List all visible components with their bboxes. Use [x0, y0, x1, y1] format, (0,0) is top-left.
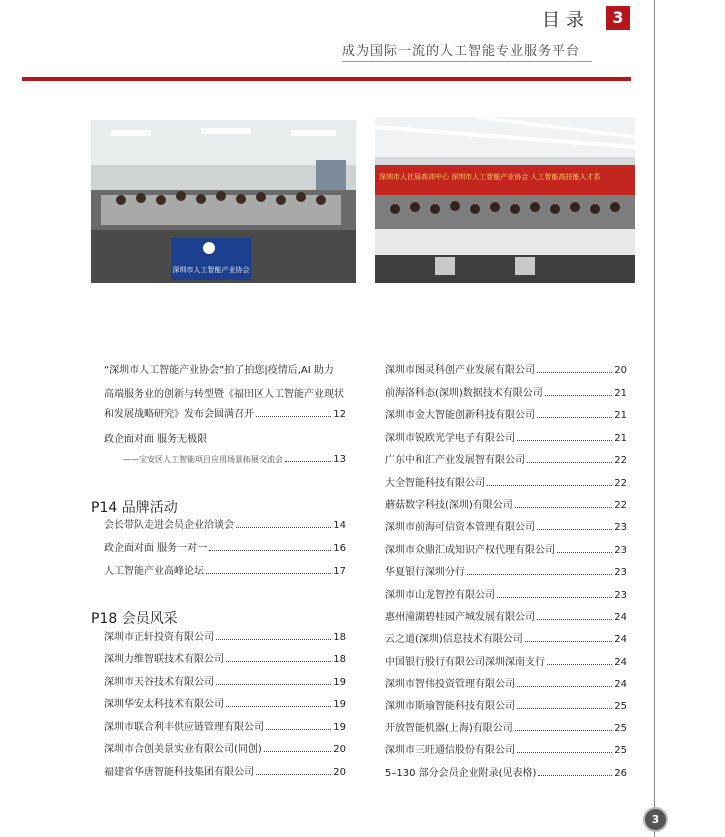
toc-entry-title: 大全智能科技有限公司: [385, 478, 485, 489]
toc-leader: [497, 588, 612, 598]
toc-entry[interactable]: [385, 453, 627, 467]
toc-entry[interactable]: [385, 498, 627, 512]
toc-entry-title: 和发展战略研究》发布会圆满召开: [104, 409, 254, 420]
toc-entry-page: 23: [614, 567, 627, 578]
toc-entry-title: 开放智能机器(上海)有限公司: [385, 723, 513, 734]
toc-entry[interactable]: [385, 363, 627, 377]
toc-entry[interactable]: [104, 675, 346, 689]
toc-leader: [264, 742, 331, 752]
toc-entry-title: 5–130 部分会员企业附录(见表格): [385, 768, 537, 779]
toc-leader: [517, 431, 612, 441]
toc-entry-page: 16: [333, 543, 346, 554]
toc-leader: [216, 675, 331, 685]
toc-entry-title: 中国银行股行有限公司深圳深南支行: [385, 657, 545, 668]
toc-leader: [216, 630, 331, 640]
toc-leader: [537, 520, 612, 530]
toc-entry-title: 云之道(深圳)信息技术有限公司: [385, 634, 523, 645]
header-divider: [22, 77, 631, 81]
toc-entry[interactable]: [104, 742, 346, 756]
toc-entry-title: 深圳市三旺通信股份有限公司: [385, 745, 515, 756]
toc-entry[interactable]: [104, 765, 346, 779]
toc-entry[interactable]: [385, 699, 627, 713]
page-title: 目录: [542, 10, 590, 31]
toc-entry[interactable]: [104, 697, 346, 711]
toc-entry-page: 19: [333, 699, 346, 710]
toc-entry-title: 会长带队走进会员企业洽谈会: [104, 520, 234, 531]
toc-entry[interactable]: [385, 743, 627, 757]
toc-entry-title: 广东中和汇产业发展智有限公司: [385, 455, 525, 466]
toc-leader: [236, 518, 331, 528]
toc-entry[interactable]: [385, 565, 627, 579]
toc-entry-title: 深圳市智伟投资管理有限公司: [385, 679, 515, 690]
toc-leader: [266, 720, 331, 730]
toc-entry-title: 福建省华唐智能科技集团有限公司: [104, 767, 254, 778]
toc-entry-title: 深圳市天谷技术有限公司: [104, 677, 214, 688]
toc-leader: [537, 363, 612, 373]
toc-entry-page: 19: [333, 722, 346, 733]
toc-entry-title: 华夏银行深圳分行: [385, 567, 465, 578]
toc-entry-page: 26: [614, 768, 627, 779]
toc-leader: [209, 541, 331, 551]
toc-entry[interactable]: [104, 652, 346, 666]
toc-entry[interactable]: [123, 452, 346, 466]
toc-leader: [527, 453, 612, 463]
toc-leader: [517, 743, 612, 753]
toc-entry-page: 18: [333, 654, 346, 665]
toc-leader: [517, 699, 612, 709]
toc-entry-page: 23: [614, 590, 627, 601]
toc-leader: [525, 632, 612, 642]
toc-entry-page: 22: [614, 455, 627, 466]
toc-entry[interactable]: [385, 543, 627, 557]
toc-leader: [206, 564, 331, 574]
toc-entry-page: 19: [333, 677, 346, 688]
toc-entry-title: 蘑菇数字科技(深圳)有限公司: [385, 500, 513, 511]
toc-entry-page: 25: [614, 745, 627, 756]
toc-entry-title: 政企面对面 服务一对一: [104, 543, 208, 554]
toc-entry[interactable]: [104, 630, 346, 644]
subtitle-underline: [342, 61, 592, 62]
toc-leader: [515, 498, 612, 508]
toc-entry[interactable]: [104, 407, 346, 421]
toc-entry-page: 20: [333, 744, 346, 755]
toc-leader: [285, 452, 331, 462]
toc-entry-title: 人工智能产业高峰论坛: [104, 566, 204, 577]
intro-line-2: 高端服务业的创新与转型暨《福田区人工智能产业现状: [104, 389, 344, 400]
toc-entry-page: 25: [614, 701, 627, 712]
toc-entry[interactable]: [385, 766, 627, 780]
toc-entry-page: 17: [333, 566, 346, 577]
toc-entry[interactable]: [385, 588, 627, 602]
toc-entry-page: 24: [614, 612, 627, 623]
toc-entry-title: 前海洛科态(深圳)数据技术有限公司: [385, 388, 543, 399]
chapter-badge: 3: [606, 6, 630, 30]
toc-entry[interactable]: [385, 408, 627, 422]
toc-entry[interactable]: [385, 386, 627, 400]
toc-entry-page: 20: [333, 767, 346, 778]
toc-leader: [226, 697, 331, 707]
toc-leader: [517, 677, 612, 687]
toc-entry[interactable]: [104, 564, 346, 578]
toc-entry[interactable]: [385, 431, 627, 445]
right-banner-text: 深圳市人社局高训中心 深圳市人工智能产业协会 人工智能高技能人才系: [379, 173, 601, 181]
section-title-members: P18 会员风采: [91, 611, 178, 627]
toc-leader: [547, 655, 612, 665]
toc-entry-page: 21: [614, 388, 627, 399]
toc-entry-title: 深圳市正轩投资有限公司: [104, 632, 214, 643]
toc-entry-page: 21: [614, 410, 627, 421]
toc-entry-page: 24: [614, 634, 627, 645]
toc-entry-page: 12: [333, 409, 346, 420]
toc-entry[interactable]: [385, 476, 627, 490]
toc-entry-page: 20: [614, 365, 627, 376]
toc-entry[interactable]: [385, 677, 627, 691]
toc-entry[interactable]: [385, 655, 627, 669]
toc-leader: [256, 407, 331, 417]
toc-entry-title: 深圳市锐欧光学电子有限公司: [385, 433, 515, 444]
toc-entry-page: 18: [333, 632, 346, 643]
toc-entry[interactable]: [104, 541, 346, 555]
toc-entry-page: 24: [614, 657, 627, 668]
toc-entry[interactable]: [385, 632, 627, 646]
toc-entry-page: 22: [614, 500, 627, 511]
toc-leader: [515, 721, 612, 731]
toc-entry-title: 深圳市图灵科创产业发展有限公司: [385, 365, 535, 376]
page-subtitle: 成为国际一流的人工智能专业服务平台: [342, 44, 581, 59]
toc-entry-page: 13: [333, 454, 346, 465]
group-photo-right: [375, 117, 635, 283]
intro-line-1: “深圳市人工智能产业协会”拍了拍您|疫情后,AI 助力: [104, 365, 334, 376]
toc-entry-title: 深圳市斯瑜智能科技有限公司: [385, 701, 515, 712]
toc-entry-title: 深圳华安太科技术有限公司: [104, 699, 224, 710]
toc-entry-title: 惠州潼湖碧桂园产城发展有限公司: [385, 612, 535, 623]
toc-leader: [557, 543, 612, 553]
right-margin-rule: [654, 0, 655, 837]
toc-entry-title: 深圳力维智联技术有限公司: [104, 654, 224, 665]
toc-leader: [487, 476, 612, 486]
left-banner-text: 深圳市人工智能产业协会: [172, 266, 250, 274]
toc-leader: [467, 565, 612, 575]
group-photo-left: [91, 120, 356, 283]
toc-leader: [256, 765, 331, 775]
toc-entry-page: 25: [614, 723, 627, 734]
toc-leader: [537, 408, 612, 418]
toc-entry-title: 深圳市合创美景实业有限公司(同创): [104, 744, 262, 755]
toc-leader: [545, 386, 612, 396]
gov-heading: 政企面对面 服务无极限: [104, 434, 208, 445]
toc-entry[interactable]: [104, 720, 346, 734]
toc-entry[interactable]: [385, 520, 627, 534]
toc-entry-title: 深圳市山龙智控有限公司: [385, 590, 495, 601]
toc-leader: [226, 652, 331, 662]
toc-entry[interactable]: [385, 610, 627, 624]
toc-leader: [538, 766, 612, 776]
page-number: 3: [643, 807, 668, 832]
toc-entry-title: 深圳市金大智能创新科技有限公司: [385, 410, 535, 421]
toc-entry-page: 21: [614, 433, 627, 444]
toc-entry-title: 深圳市联合利丰供应链管理有限公司: [104, 722, 264, 733]
toc-entry-title: 深圳市前海可信资本管理有限公司: [385, 522, 535, 533]
toc-entry-page: 23: [614, 545, 627, 556]
toc-entry[interactable]: [385, 721, 627, 735]
toc-entry-page: 24: [614, 679, 627, 690]
toc-entry-title: ——宝安区人工智能项目应用场景拓展交流会: [123, 455, 283, 464]
toc-entry[interactable]: [104, 518, 346, 532]
toc-entry-title: 深圳市众鼎汇成知识产权代理有限公司: [385, 545, 555, 556]
toc-entry-page: 14: [333, 520, 346, 531]
section-title-brand: P14 品牌活动: [91, 500, 178, 516]
toc-leader: [537, 610, 612, 620]
toc-entry-page: 23: [614, 522, 627, 533]
toc-entry-page: 22: [614, 478, 627, 489]
